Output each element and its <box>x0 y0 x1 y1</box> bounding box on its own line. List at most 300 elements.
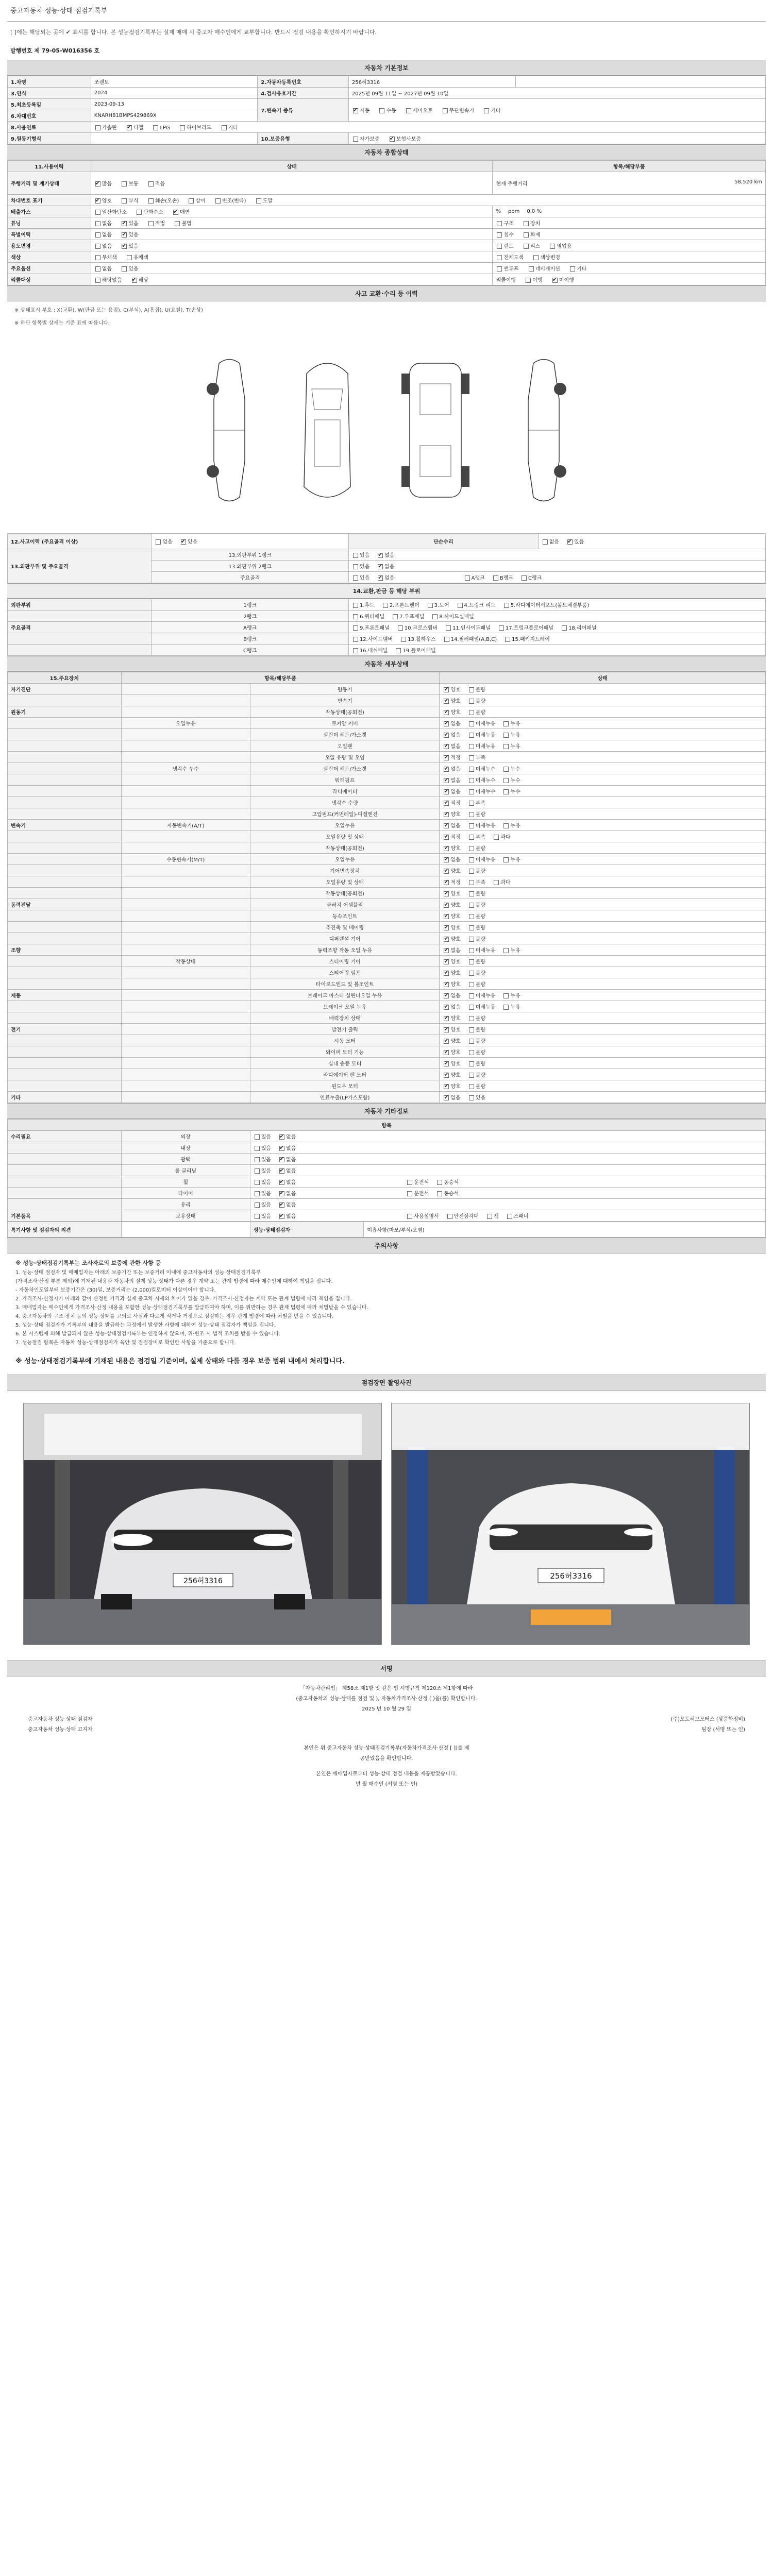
status-checkbox[interactable] <box>444 755 449 760</box>
recall-label: 리콜대상 <box>8 274 91 285</box>
status-checkbox[interactable] <box>469 925 474 930</box>
status-checkbox[interactable] <box>503 721 509 726</box>
option-checkbox[interactable] <box>255 1146 260 1151</box>
checkbox-lpg[interactable] <box>153 125 158 130</box>
detail-status-options: ✔ 없음 미세누수 누수 <box>440 763 766 774</box>
status-checkbox[interactable] <box>469 959 474 964</box>
status-checkbox[interactable] <box>469 823 474 828</box>
other-row <box>8 1165 766 1176</box>
emission-label: 배출가스 <box>8 206 91 217</box>
status-checkbox[interactable] <box>503 823 509 828</box>
detail-group-label <box>121 933 250 944</box>
detail-status-options: ✔ 없음 미세누수 누수 <box>440 774 766 786</box>
checkbox-a-rank[interactable] <box>465 575 470 581</box>
detail-device-label: 조향 <box>8 944 122 956</box>
checkbox-rank1-yes[interactable] <box>353 553 358 558</box>
status-checkbox[interactable] <box>444 857 449 862</box>
status-checkbox[interactable] <box>444 959 449 964</box>
checkbox-inside-panel[interactable] <box>446 625 451 631</box>
detail-row <box>8 967 766 978</box>
checkbox-frame-yes[interactable] <box>353 575 358 581</box>
status-checkbox[interactable] <box>469 880 474 885</box>
detail-item-label: 연료누출(LP가스포함) <box>250 1092 440 1103</box>
status-checkbox[interactable] <box>444 1005 449 1010</box>
status-checkbox[interactable] <box>469 948 474 953</box>
status-checkbox[interactable] <box>469 1027 474 1032</box>
status-checkbox[interactable] <box>444 971 449 976</box>
status-checkbox[interactable] <box>469 914 474 919</box>
status-checkbox[interactable] <box>469 778 474 783</box>
detail-item-label: 변속기 <box>250 695 440 706</box>
inspection-period-label: 4.검사유효기간 <box>258 88 349 99</box>
checkbox-mileage-few[interactable] <box>148 181 154 187</box>
checkbox-vin-painted[interactable] <box>256 198 261 204</box>
checkbox-insurance-warranty[interactable] <box>390 137 395 142</box>
status-checkbox[interactable] <box>444 710 449 715</box>
status-checkbox[interactable] <box>469 1095 474 1100</box>
checkbox-self-warranty[interactable] <box>353 137 358 142</box>
option-checkbox[interactable] <box>279 1134 284 1140</box>
detail-device-label: 기타 <box>8 1092 122 1103</box>
checkbox-usage-none[interactable] <box>95 244 100 249</box>
detail-row <box>8 1092 766 1103</box>
model-label: 1.차명 <box>8 76 91 88</box>
status-checkbox[interactable] <box>444 823 449 828</box>
checkbox-rank1-no[interactable] <box>378 553 383 558</box>
status-checkbox[interactable] <box>444 880 449 885</box>
status-checkbox[interactable] <box>469 687 474 692</box>
status-checkbox[interactable] <box>469 1084 474 1089</box>
checkbox-hc[interactable] <box>137 210 142 215</box>
detail-device-label <box>8 842 122 854</box>
checkbox-rear-panel[interactable] <box>562 625 567 631</box>
checkbox-recall-na[interactable] <box>95 278 100 283</box>
caution-line: 6. 본 시스템에 의해 발급되지 않은 성능·상태점검기록부는 인정하지 않으며, 위·변조 시 법적 조치를 받을 수 있습니다. <box>15 1331 281 1337</box>
option-checkbox[interactable] <box>447 1214 452 1219</box>
checkbox-c-rank[interactable] <box>522 575 527 581</box>
detail-row <box>8 1035 766 1046</box>
status-checkbox[interactable] <box>444 982 449 987</box>
option-checkbox[interactable] <box>487 1214 492 1219</box>
detail-group-label <box>121 842 250 854</box>
status-checkbox[interactable] <box>444 1027 449 1032</box>
detail-device-label <box>8 1001 122 1012</box>
status-checkbox[interactable] <box>469 857 474 862</box>
accident-table: 12.사고이력 (주요골격 이상) 없음✔ 있음 단순수리 없음✔ 있음 13.외판부위 및 주요골격 13.외판부위 1랭크 있음✔ 없음 13.외판부위 2랭크 있음✔ 없음 주요골격 있음✔ 없음 A랭크 B랭크 C랭크 <box>7 533 766 583</box>
status-checkbox[interactable] <box>469 733 474 738</box>
status-checkbox[interactable] <box>444 891 449 896</box>
other-row <box>8 1131 766 1142</box>
status-checkbox[interactable] <box>444 1095 449 1100</box>
status-checkbox[interactable] <box>469 937 474 942</box>
checkbox-chromatic[interactable] <box>127 255 132 260</box>
status-checkbox[interactable] <box>469 846 474 851</box>
model-value: 쏘렌토 <box>91 76 258 88</box>
checkbox-mileage-many[interactable] <box>95 181 100 187</box>
detail-row <box>8 1001 766 1012</box>
status-checkbox[interactable] <box>469 710 474 715</box>
checkbox-rank2-no[interactable] <box>378 564 383 569</box>
status-checkbox[interactable] <box>444 778 449 783</box>
status-checkbox[interactable] <box>494 835 499 840</box>
checkbox-b-rank[interactable] <box>493 575 498 581</box>
status-checkbox[interactable] <box>444 687 449 692</box>
option-checkbox[interactable] <box>255 1134 260 1140</box>
status-checkbox[interactable] <box>469 812 474 817</box>
detail-col-item: 항목/해당부품 <box>121 672 440 684</box>
option-checkbox[interactable] <box>279 1180 284 1185</box>
option-checkbox[interactable] <box>279 1191 284 1196</box>
status-checkbox[interactable] <box>469 1016 474 1021</box>
option-checkbox[interactable] <box>437 1180 442 1185</box>
detail-item-label: 등속조인트 <box>250 910 440 922</box>
checkbox-trans-other[interactable] <box>484 108 489 113</box>
status-checkbox[interactable] <box>444 835 449 840</box>
status-checkbox[interactable] <box>469 993 474 998</box>
general-col-status: 상태 <box>91 161 493 172</box>
checkbox-sunroof[interactable] <box>497 266 502 272</box>
other-info-heading: 자동차 기타정보 <box>7 1103 766 1119</box>
status-checkbox[interactable] <box>469 755 474 760</box>
detail-item-label: 작동상태(공회전) <box>250 888 440 899</box>
option-checkbox[interactable] <box>407 1214 412 1219</box>
option-checkbox[interactable] <box>507 1214 512 1219</box>
option-checkbox[interactable] <box>255 1180 260 1185</box>
status-checkbox[interactable] <box>469 744 474 749</box>
basic-info-heading: 자동차 기본정보 <box>7 60 766 76</box>
status-checkbox[interactable] <box>469 903 474 908</box>
status-checkbox[interactable] <box>444 937 449 942</box>
checkbox-tuning-none[interactable] <box>95 221 100 226</box>
option-checkbox[interactable] <box>279 1202 284 1208</box>
parts-table: 외판부위 1랭크 1.후드 2.프론트펜더 3.도어 4.트렁크 리드 5.라디에이터서포트(볼트체결부품) 2랭크 6.쿼터패널 7.루프패널 8.사이드실패널 주요골격 A랭크 9.프론트패널 10.크로스멤버 11.인사이드패널 17.트렁크플로어패널 18.리어패널 B랭크 12.사이드멤버 13.휠하우스 14.필러패널(A,B,C) 15.패키지트레이 C랭크 16.대쉬패널 19.플로어패널 <box>7 599 766 656</box>
detail-row <box>8 922 766 933</box>
detail-device-label <box>8 922 122 933</box>
status-checkbox[interactable] <box>494 880 499 885</box>
status-checkbox[interactable] <box>503 767 509 772</box>
detail-item-label: 와이퍼 모터 기능 <box>250 1046 440 1058</box>
caution-title: ※ 성능·상태점검기록부는 조사자료의 보증에 관한 사항 등 <box>15 1260 161 1266</box>
detail-status-options: ✔ 양호 불량 <box>440 910 766 922</box>
status-checkbox[interactable] <box>444 789 449 794</box>
checkbox-semi-auto[interactable] <box>406 108 411 113</box>
detail-item-label: 작동상태(공회전) <box>250 706 440 718</box>
other-item-label: 광택 <box>121 1154 250 1165</box>
detail-row <box>8 831 766 842</box>
checkbox-auto[interactable] <box>353 108 358 113</box>
detail-group-label <box>121 1058 250 1069</box>
detail-item-label: 오일누유 <box>250 820 440 831</box>
checkbox-mileage-normal[interactable] <box>122 181 127 187</box>
detail-item-label: 스티어링 펌프 <box>250 967 440 978</box>
detail-group-label <box>121 910 250 922</box>
status-checkbox[interactable] <box>503 1005 509 1010</box>
other-row <box>8 1188 766 1199</box>
checkbox-radiator-support[interactable] <box>504 603 509 608</box>
checkbox-flood[interactable] <box>497 232 502 238</box>
checkbox-cvt[interactable] <box>443 108 448 113</box>
detail-status-options: ✔ 없음 미세누유 누유 <box>440 990 766 1001</box>
status-checkbox[interactable] <box>444 1039 449 1044</box>
status-checkbox[interactable] <box>444 1050 449 1055</box>
checkbox-side-sill[interactable] <box>432 614 438 619</box>
detail-device-label <box>8 1058 122 1069</box>
checkbox-achromatic[interactable] <box>95 255 100 260</box>
checkbox-door[interactable] <box>428 603 433 608</box>
detail-device-label <box>8 1046 122 1058</box>
status-checkbox[interactable] <box>469 789 474 794</box>
detail-row <box>8 740 766 752</box>
checkbox-package-tray[interactable] <box>505 637 510 642</box>
option-checkbox[interactable] <box>255 1202 260 1208</box>
checkbox-cross-member[interactable] <box>398 625 403 631</box>
checkbox-side-member[interactable] <box>353 637 358 642</box>
option-checkbox[interactable] <box>255 1191 260 1196</box>
caution-line: (가격조사·산정 부분 제외)에 기재된 내용과 자동차의 실제 성능·상태가 다른 경우 계약 또는 관계 법령에 따라 매수인에 대하여 책임을 집니다. <box>15 1278 333 1284</box>
status-checkbox[interactable] <box>469 835 474 840</box>
detail-heading: 자동차 세부상태 <box>7 656 766 672</box>
option-checkbox[interactable] <box>255 1157 260 1162</box>
option-checkbox[interactable] <box>437 1191 442 1196</box>
status-checkbox[interactable] <box>469 699 474 704</box>
checkbox-trunk-floor[interactable] <box>499 625 504 631</box>
checkbox-wheel-house[interactable] <box>401 637 406 642</box>
detail-device-label <box>8 1080 122 1092</box>
other-group-label <box>8 1154 122 1165</box>
checkbox-diesel[interactable] <box>127 125 132 130</box>
detail-row <box>8 865 766 876</box>
checkbox-rent[interactable] <box>497 244 502 249</box>
first-registration-label: 5.최초등록일 <box>8 99 91 110</box>
option-checkbox[interactable] <box>255 1168 260 1174</box>
inspector-opinion-label: 성능·상태점검자 <box>250 1222 364 1238</box>
detail-row <box>8 888 766 899</box>
checkbox-repair-none[interactable] <box>543 539 548 545</box>
status-checkbox[interactable] <box>469 767 474 772</box>
status-checkbox[interactable] <box>503 857 509 862</box>
detail-group-label <box>121 1069 250 1080</box>
caution-line: 2. 가격조사·산정자가 아래와 같이 산정한 가격과 실제 중고차 시세와 차이가 있을 경우, 가격조사·산정자는 계약 또는 관계 법령에 따라 책임을 집니다. <box>15 1296 352 1302</box>
status-checkbox[interactable] <box>503 778 509 783</box>
checkbox-hood[interactable] <box>353 603 358 608</box>
other-col-item: 항목 <box>8 1120 766 1131</box>
checkbox-options-yes[interactable] <box>122 266 127 272</box>
checkbox-vin-altered[interactable] <box>215 198 221 204</box>
status-checkbox[interactable] <box>444 1084 449 1089</box>
checkbox-navigation[interactable] <box>529 266 534 272</box>
status-checkbox[interactable] <box>469 1005 474 1010</box>
inspection-photo-front-lit <box>23 1403 382 1645</box>
detail-item-label: 스티어링 기어 <box>250 956 440 967</box>
detail-item-label: 클러치 어셈블리 <box>250 899 440 910</box>
detail-table <box>7 672 766 1103</box>
detail-group-label: 수동변속기(M/T) <box>121 854 250 865</box>
status-checkbox[interactable] <box>469 1073 474 1078</box>
detail-row <box>8 1058 766 1069</box>
checkbox-commercial[interactable] <box>550 244 555 249</box>
checkbox-front-fender[interactable] <box>383 603 388 608</box>
checkbox-pillar-panel[interactable] <box>444 637 449 642</box>
option-checkbox[interactable] <box>407 1180 412 1185</box>
status-checkbox[interactable] <box>469 869 474 874</box>
detail-device-label <box>8 797 122 808</box>
checkbox-frame-no[interactable] <box>378 575 383 581</box>
detail-status-options: ✔ 양호 불량 <box>440 922 766 933</box>
checkbox-full-paint[interactable] <box>497 255 502 260</box>
checkbox-options-other[interactable] <box>570 266 575 272</box>
detail-group-label: 자동변속기(A/T) <box>121 820 250 831</box>
checkbox-roof-panel[interactable] <box>393 614 398 619</box>
other-item-label: 내장 <box>121 1142 250 1154</box>
status-checkbox[interactable] <box>503 733 509 738</box>
detail-item-label: 타이로드엔드 및 볼조인트 <box>250 978 440 990</box>
other-item-label: 룸 클리닝 <box>121 1165 250 1176</box>
checkbox-accident-yes[interactable] <box>181 539 186 545</box>
checkbox-tuning-illegal[interactable] <box>175 221 180 226</box>
status-checkbox[interactable] <box>469 801 474 806</box>
status-checkbox[interactable] <box>503 789 509 794</box>
detail-row <box>8 956 766 967</box>
status-checkbox[interactable] <box>444 1073 449 1078</box>
checkbox-color-change[interactable] <box>533 255 539 260</box>
engine-type-value <box>91 133 258 144</box>
checkbox-vin-corrosion[interactable] <box>122 198 127 204</box>
option-checkbox[interactable] <box>255 1214 260 1219</box>
detail-status-options: ✔ 없음 미세누유 누유 <box>440 740 766 752</box>
detail-item-label: 로커암 커버 <box>250 718 440 729</box>
checkbox-co[interactable] <box>95 210 100 215</box>
checkbox-options-none[interactable] <box>95 266 100 272</box>
status-checkbox[interactable] <box>469 982 474 987</box>
checkbox-front-panel[interactable] <box>353 625 358 631</box>
other-row <box>8 1176 766 1188</box>
checkbox-quarter-panel[interactable] <box>353 614 358 619</box>
status-checkbox[interactable] <box>444 948 449 953</box>
checkbox-tuning-device[interactable] <box>524 221 529 226</box>
option-checkbox[interactable] <box>407 1191 412 1196</box>
detail-row <box>8 854 766 865</box>
checkbox-recall-done[interactable] <box>526 278 531 283</box>
caution-line: 1. 성능·상태 점검자 및 매매업자는 아래의 보증기간 또는 보증거리 이내에 중고자동차의 성능·상태점검기록부 <box>15 1269 261 1276</box>
checkbox-dash-panel[interactable] <box>353 648 358 653</box>
option-checkbox[interactable] <box>279 1214 284 1219</box>
status-checkbox[interactable] <box>444 721 449 726</box>
status-checkbox[interactable] <box>503 744 509 749</box>
engine-type-label: 9.원동기형식 <box>8 133 91 144</box>
status-checkbox[interactable] <box>469 1050 474 1055</box>
detail-group-label <box>121 876 250 888</box>
other-group-label <box>8 1188 122 1199</box>
checkbox-floor-panel[interactable] <box>396 648 401 653</box>
checkbox-gasoline[interactable] <box>95 125 100 130</box>
checkbox-recall-target[interactable] <box>132 278 137 283</box>
status-checkbox[interactable] <box>469 1061 474 1066</box>
status-checkbox[interactable] <box>469 971 474 976</box>
status-checkbox[interactable] <box>444 914 449 919</box>
checkbox-trunk-lid[interactable] <box>458 603 463 608</box>
checkbox-hybrid[interactable] <box>180 125 185 130</box>
status-checkbox[interactable] <box>503 948 509 953</box>
status-checkbox[interactable] <box>469 891 474 896</box>
option-checkbox[interactable] <box>279 1146 284 1151</box>
checkbox-vin-damage[interactable] <box>148 198 154 204</box>
detail-status-options: ✔ 양호 불량 <box>440 956 766 967</box>
status-checkbox[interactable] <box>469 1039 474 1044</box>
checkbox-special-none[interactable] <box>95 232 100 238</box>
checkbox-vin-differ[interactable] <box>189 198 194 204</box>
checkbox-rank2-yes[interactable] <box>353 564 358 569</box>
car-side-right-diagram <box>513 353 575 507</box>
detail-status-options: ✔ 없음 있음 <box>440 1092 766 1103</box>
checkbox-usage-yes[interactable] <box>122 244 127 249</box>
detail-row <box>8 1046 766 1058</box>
checkbox-manual[interactable] <box>379 108 384 113</box>
detail-status-options: ✔ 없음 미세누유 누유 <box>440 820 766 831</box>
status-checkbox[interactable] <box>444 733 449 738</box>
status-checkbox[interactable] <box>444 1061 449 1066</box>
opinion-label: 특기사항 및 점검자의 의견 <box>8 1222 122 1238</box>
detail-group-label <box>121 1092 250 1103</box>
status-checkbox[interactable] <box>444 801 449 806</box>
signature-heading: 서명 <box>7 1660 766 1676</box>
status-checkbox[interactable] <box>444 869 449 874</box>
status-checkbox[interactable] <box>444 767 449 772</box>
checkbox-fire[interactable] <box>524 232 529 238</box>
detail-device-label <box>8 888 122 899</box>
detail-item-label: 윈도우 모터 <box>250 1080 440 1092</box>
document-number: 발행번호 제 79-05-W016356 호 <box>10 47 100 54</box>
status-checkbox[interactable] <box>444 744 449 749</box>
accident-heading: 사고 교환·수리 등 이력 <box>7 285 766 301</box>
checkbox-repair-yes[interactable] <box>567 539 573 545</box>
checkbox-accident-none[interactable] <box>156 539 161 545</box>
emission-value: 0.0 % <box>527 209 542 214</box>
checkbox-lease[interactable] <box>524 244 529 249</box>
other-options: 있음✔ 없음 운전석 동승석 <box>250 1176 765 1188</box>
detail-item-label: 추진축 및 베어링 <box>250 922 440 933</box>
status-checkbox[interactable] <box>444 925 449 930</box>
status-checkbox[interactable] <box>503 993 509 998</box>
year-value: 2024 <box>91 88 258 99</box>
checkbox-tuning-yes[interactable] <box>122 221 127 226</box>
detail-device-label <box>8 910 122 922</box>
detail-row <box>8 729 766 740</box>
signature-area <box>7 1676 766 1797</box>
option-checkbox[interactable] <box>279 1168 284 1174</box>
checkbox-smoke[interactable] <box>173 210 178 215</box>
checkbox-fuel-other[interactable] <box>222 125 227 130</box>
other-row <box>8 1142 766 1154</box>
status-checkbox[interactable] <box>444 812 449 817</box>
detail-device-label <box>8 808 122 820</box>
sign-line-2: (중고자동차의 성능·상태를 점검 및 ), 자동차가격조사·산정 ( )을(를) 확인합니다. <box>296 1696 477 1702</box>
status-checkbox[interactable] <box>444 903 449 908</box>
checkbox-vin-good[interactable] <box>95 198 100 204</box>
status-checkbox[interactable] <box>444 846 449 851</box>
general-status-table: 11.사용이력 상태 항목/해당부품 주행거리 및 계기상태 ✔ 많음 보통 적음 현재 주행거리 58,520 km 차대번호 표기 ✔ 양호 부식 훼손(오손) 상이 변조(변타) 도말 배출가스 일산화탄소 탄화수소 ✔ 매연 % ppm 0.0 % 튜닝 없음 ✔ 있음 적법 불법 구조 장치 특별이력 없음 ✔ 있음 침수 화재 용도변경 없음 ✔ 있음 렌트 리스 영업용 색상 무채색 유채색 전체도색 색상변경 주요옵션 없음 있음 썬루프 네비게이션 기타 리콜대상 해당없음 ✔ 해당 리콜이행 이행 ✔ 미이행 <box>7 160 766 285</box>
checkbox-recall-not-done[interactable] <box>552 278 558 283</box>
status-checkbox[interactable] <box>444 993 449 998</box>
status-checkbox[interactable] <box>444 1016 449 1021</box>
status-checkbox[interactable] <box>444 699 449 704</box>
checkbox-special-yes[interactable] <box>122 232 127 238</box>
option-checkbox[interactable] <box>279 1157 284 1162</box>
status-checkbox[interactable] <box>469 721 474 726</box>
checkbox-tuning-structure[interactable] <box>497 221 502 226</box>
detail-device-label <box>8 718 122 729</box>
sign-line-5: 본인은 매매업자로부터 성능·상태 점검 내용을 제공받았습니다. <box>316 1771 457 1777</box>
checkbox-tuning-legal[interactable] <box>148 221 154 226</box>
